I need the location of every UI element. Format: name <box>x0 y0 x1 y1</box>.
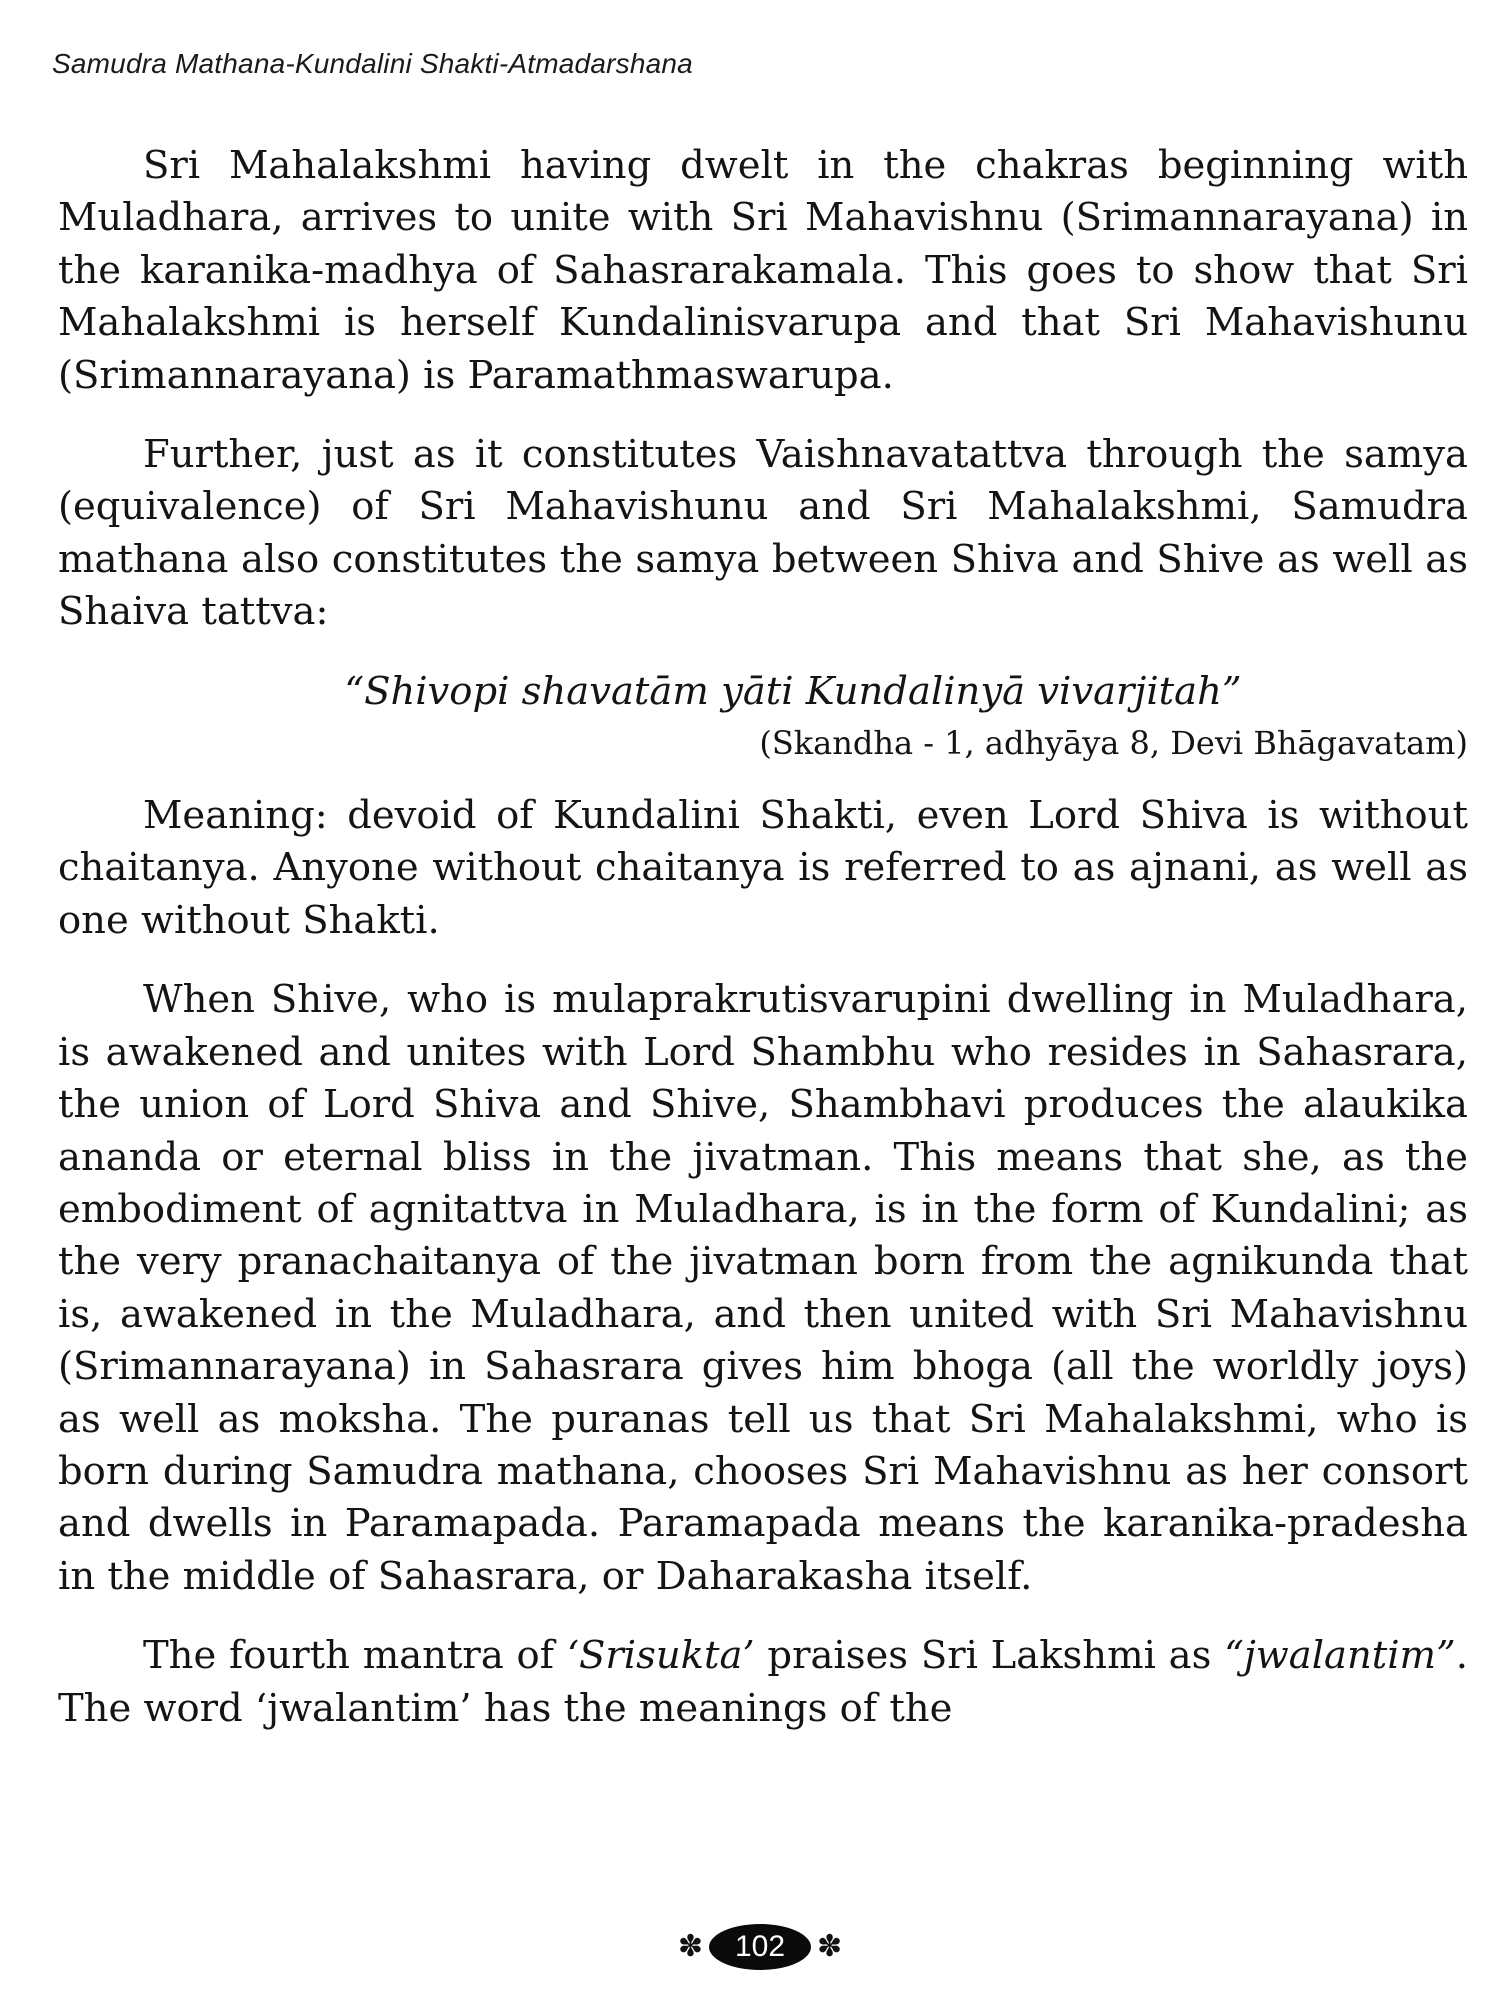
paragraph-5-text-c: praises Sri Lakshmi as <box>754 1633 1225 1679</box>
paragraph-5 <box>58 1630 1468 1735</box>
paragraph-4: When Shive, who is mulaprakrutisvarupini dwelling in Muladhara, is awakened and unites with Lord Shambhu who resides in Sahasrara, the union of Lord Shiva and Shive, Shambhavi produces the alaukika ananda or eternal bliss in the jivatman. This means that she, as the embodiment of agnitattva in Muladhara, is in the form of Kundalini; as the very pranachaitanya of the jivatman born from the agnikunda that is, awakened in the Muladhara, and then united with Sri Mahavishnu (Srimannarayana) in Sahasrara gives him bhoga (all the worldly joys) as well as moksha. The puranas tell us that Sri Mahalakshmi, who is born during Samudra mathana, chooses Sri Mahavishnu as her consort and dwells in Paramapada. Paramapada means the karanika-pradesha in the middle of Sahasrara, or Daharakasha itself. <box>58 977 1468 1599</box>
sanskrit-quote: “Shivopi shavatām yāti Kundalinyā vivarjitah” <box>344 668 1242 714</box>
paragraph-3: Meaning: devoid of Kundalini Shakti, even Lord Shiva is without chaitanya. Anyone without chaitanya is referred to as ajnani, as well as one without Shakti. <box>58 793 1468 943</box>
paragraph-5-text-a: The fourth mantra of <box>143 1633 567 1679</box>
running-head: Samudra Mathana-Kundalini Shakti-Atmadarshana <box>52 48 693 79</box>
page-body <box>58 140 1468 1762</box>
flower-ornament-right-icon: ✽ <box>817 1929 843 1964</box>
flower-ornament-left-icon: ✽ <box>677 1929 703 1964</box>
paragraph-1: Sri Mahalakshmi having dwelt in the chakras beginning with Muladhara, arrives to unite with Sri Mahavishnu (Srimannarayana) in the karanika-madhya of Sahasrarakamala. This goes to show that Sri Mahalakshmi is herself Kundalinisvarupa and that Sri Mahavishunu (Srimannarayana) is Paramathmaswarupa. <box>58 143 1468 398</box>
paragraph-5-text-e: . The word ‘jwalantim’ has the meanings of the <box>58 1633 1468 1731</box>
paragraph-5-srisukta: ‘Srisukta’ <box>566 1633 755 1679</box>
paragraph-5-jwalantim: “jwalantim” <box>1224 1633 1456 1679</box>
quote-citation: (Skandha - 1, adhyāya 8, Devi Bhāgavatam) <box>759 724 1468 763</box>
page-number-footer <box>640 1924 880 1970</box>
paragraph-2: Further, just as it constitutes Vaishnavatattva through the samya (equivalence) of Sri Mahavishunu and Sri Mahalakshmi, Samudra mathana also constitutes the samya between Shiva and Shive as well as Shaiva tattva: <box>58 432 1468 635</box>
page-number: 102 <box>709 1924 811 1970</box>
